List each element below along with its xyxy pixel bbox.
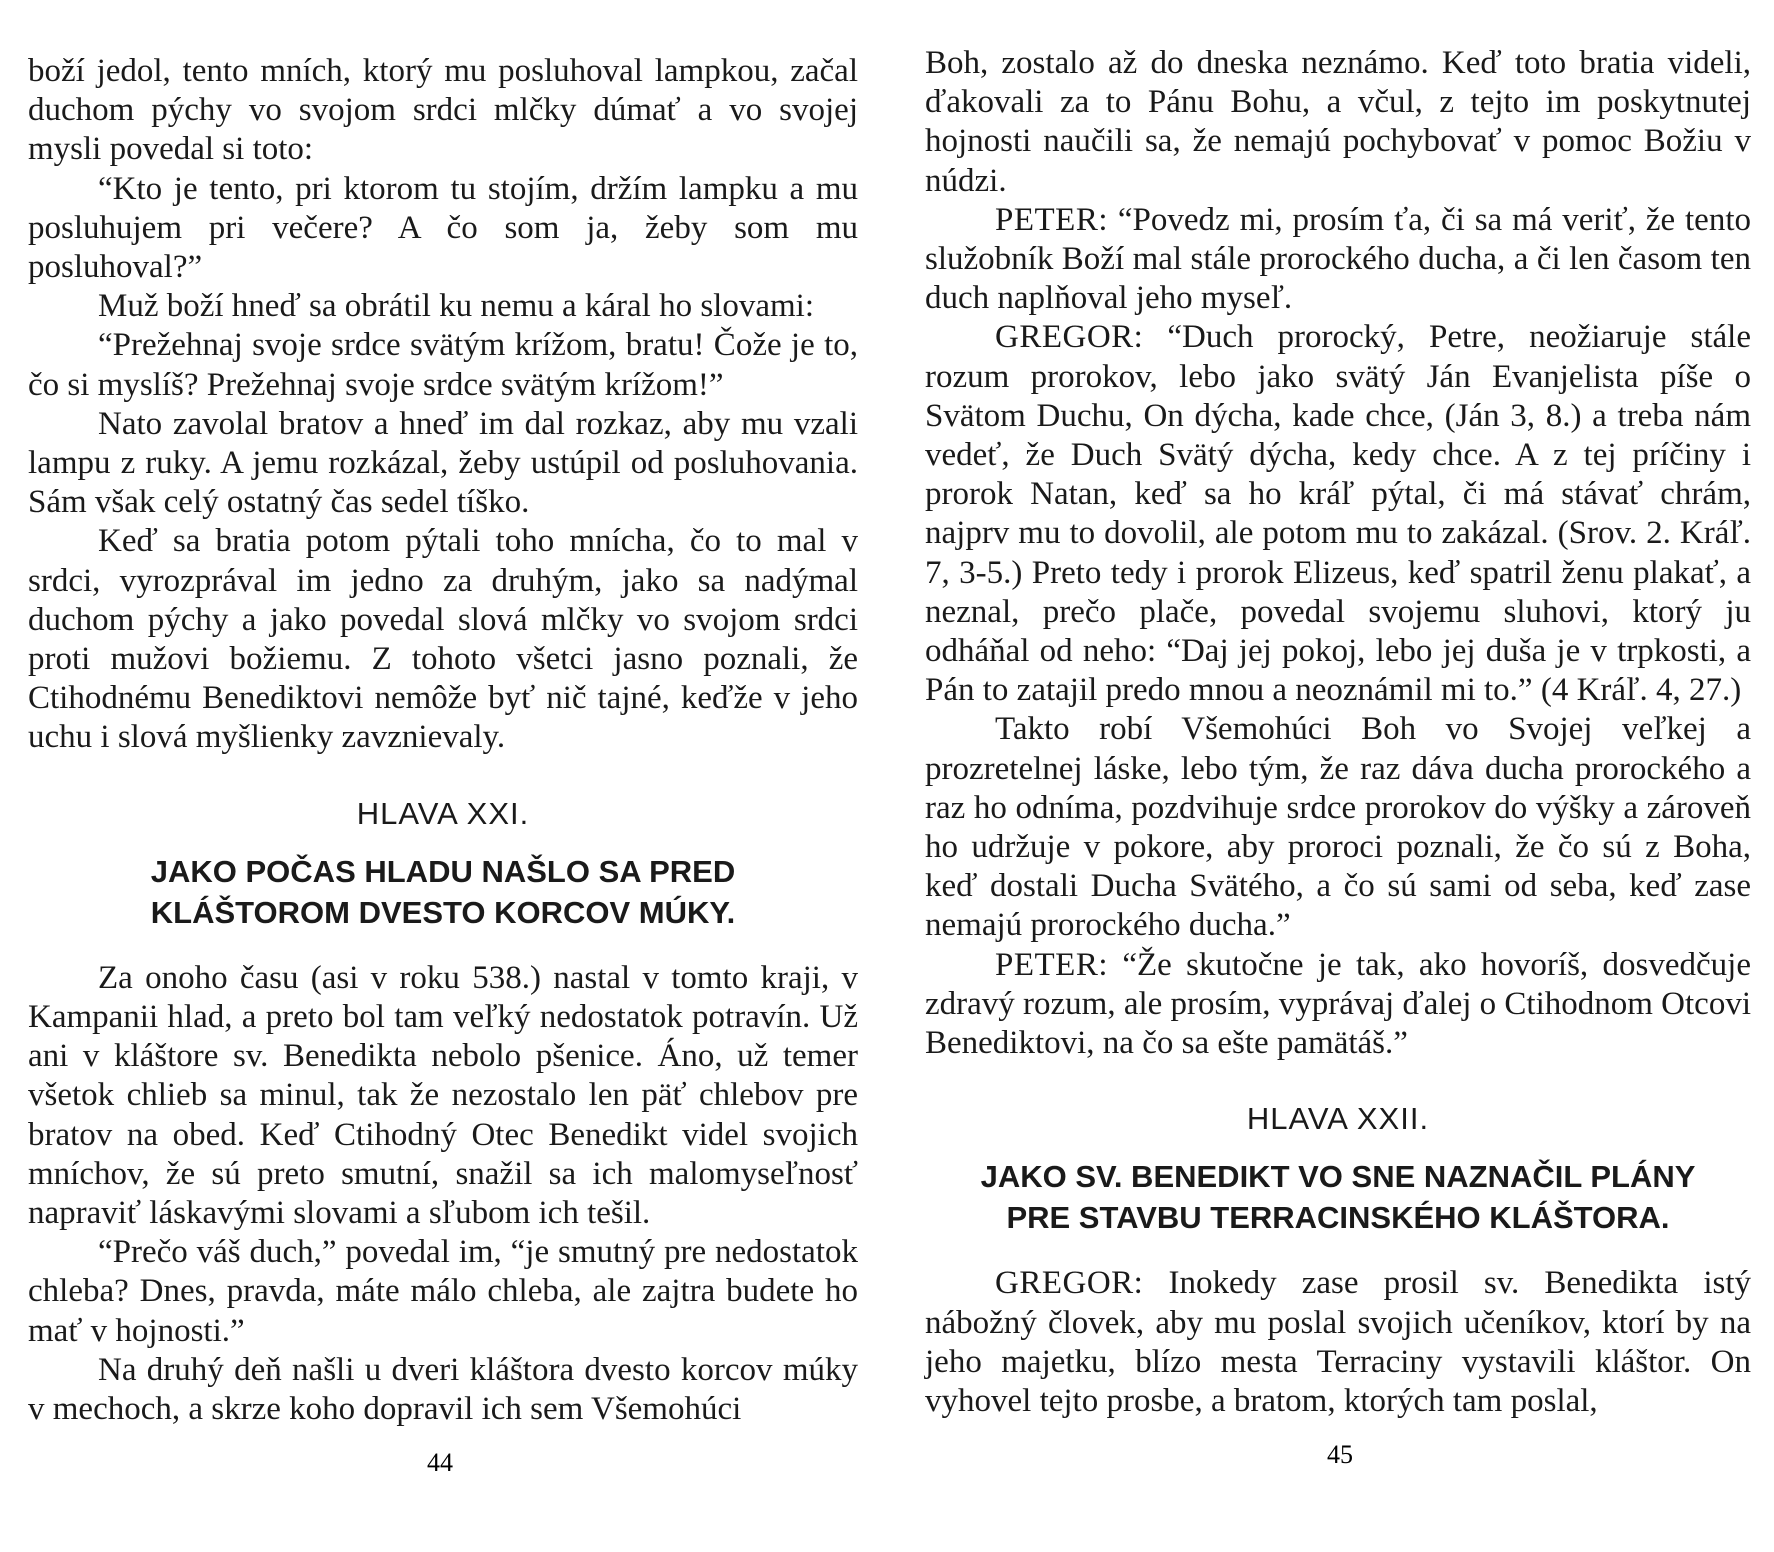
chapter-title-line: JAKO POČAS HLADU NAŠLO SA PRED (150, 853, 736, 889)
speaker-label: PETER: (995, 201, 1109, 238)
paragraph: Nato zavolal bratov a hneď im dal rozkaz, aby mu vzali lampu z ruky. A jemu rozkázal, žeby ustúpil od posluhovania. Sám však celý ostatný čas sedel tíško. (28, 405, 858, 521)
paragraph: “Kto je tento, pri ktorom tu stojím, držím lampku a mu posluhujem pri večere? A čo som ja, žeby som mu posluhoval?” (28, 170, 858, 286)
chapter-title-line: JAKO SV. BENEDIKT VO SNE NAZNAČIL PLÁNY (980, 1159, 1696, 1195)
paragraph: Na druhý deň našli u dveri kláštora dvesto korcov múky v mechoch, a skrze koho dopravil ich sem Všemohúci (28, 1351, 858, 1428)
paragraph (925, 201, 1751, 319)
paragraph (925, 946, 1751, 1064)
speaker-label: PETER: (995, 946, 1109, 983)
chapter-title (28, 851, 858, 933)
paragraph: Muž boží hneď sa obrátil ku nemu a káral ho slovami: (98, 288, 814, 325)
dialogue-text: “Že skutočne je tak, ako hovoríš, dosvedčuje zdravý rozum, ale prosím, vyprávaj ďalej o Ctihodnom Otcovi Benediktovi, na čo sa ešte pamätáš.” (925, 946, 1751, 1062)
dialogue-text: Inokedy zase prosil sv. Benedikta istý nábožný človek, aby mu poslal svojich učeníkov, ktorí by na jeho majetku, blízo mesta Terraciny vystavili kláštor. On vyhovel tejto prosbe, a bratom, ktorých tam poslal, (925, 1265, 1751, 1420)
paragraph: Keď sa bratia potom pýtali toho mnícha, čo to mal v srdci, vyrozprával im jedno za druhým, jako sa nadýmal duchom pýchy a jako povedal slová mlčky vo svojom srdci proti mužovi božiemu. Z tohoto všetci jasno poznali, že Ctihodnému Benediktovi nemôže byť nič tajné, keďže v jeho uchu i slová myšlienky zavznievaly. (28, 523, 858, 756)
speaker-label: GREGOR: (995, 319, 1144, 356)
chapter-title (925, 1156, 1751, 1238)
paragraph (925, 1264, 1751, 1421)
chapter-number: HLAVA XXI. (356, 795, 530, 831)
dialogue-text: “Povedz mi, prosím ťa, či sa má veriť, že tento služobník Boží mal stále prorockého ducha, a či len časom ten duch naplňoval jeho myseľ. (925, 201, 1751, 317)
chapter-number: HLAVA XXII. (1246, 1101, 1430, 1137)
left-page (28, 52, 858, 1552)
page-number: 44 (427, 1448, 453, 1477)
page-number: 45 (1327, 1440, 1353, 1469)
chapter-title-line: KLÁŠTOROM DVESTO KORCOV MÚKY. (150, 894, 736, 930)
paragraph: Takto robí Všemohúci Boh vo Svojej veľkej a prozretelnej láske, lebo tým, že raz dáva ducha prorockého a raz ho odníma, pozdvihuje srdce prorokov do výšky a zároveň ho udržuje v pokore, aby proroci poznali, že čo sú z Boha, keď dostali Ducha Svätého, a čo sú sami od seba, keď zase nemajú prorockého ducha.” (925, 711, 1751, 944)
paragraph: Za onoho času (asi v roku 538.) nastal v tomto kraji, v Kampanii hlad, a preto bol tam veľký nedostatok potravín. Už ani v kláštore sv. Benedikta nebolo pšenice. Áno, už temer všetok chlieb sa minul, tak že nezostalo len päť chlebov pre bratov na obed. Keď Ctihodný Otec Benedikt videl svojich mníchov, že sú preto smutní, snažil sa ich malomyseľnosť napraviť láskavými slovami a sľubom ich tešil. (28, 959, 858, 1232)
speaker-label: GREGOR: (995, 1265, 1144, 1302)
paragraph (925, 318, 1751, 710)
paragraph: “Prečo váš duch,” povedal im, “je smutný pre nedostatok chleba? Dnes, pravda, máte málo chleba, ale zajtra budete ho mať v hojnosti.” (28, 1234, 858, 1349)
paragraph: boží jedol, tento mních, ktorý mu posluhoval lampkou, začal duchom pýchy vo svojom srdci mlčky dúmať a vo svojej mysli povedal si toto: (28, 53, 858, 168)
chapter-title-line: PRE STAVBU TERRACINSKÉHO KLÁŠTORA. (1006, 1200, 1670, 1236)
paragraph: “Prežehnaj svoje srdce svätým krížom, bratu! Čože je to, čo si myslíš? Prežehnaj svoje srdce svätým krížom!” (28, 327, 858, 403)
paragraph: Boh, zostalo až do dneska neznámo. Keď toto bratia videli, ďakovali za to Pánu Bohu, a včul, z tejto im poskytnutej hojnosti naučili sa, že nemajú pochybovať v pomoc Božiu v núdzi. (925, 45, 1751, 199)
right-page (925, 44, 1751, 1544)
dialogue-text: “Duch prorocký, Petre, neožiaruje stále rozum prorokov, lebo jako svätý Ján Evanjelista píše o Svätom Duchu, On dýcha, kade chce, (Ján 3, 8.) a treba nám vedeť, že Duch Svätý dýcha, kedy chce. A z tej príčiny i prorok Natan, keď sa ho kráľ pýtal, či má stávať chrám, najprv mu to dovolil, ale potom mu to zakázal. (Srov. 2. Kráľ. 7, 3-5.) Preto tedy i prorok Elizeus, keď spatril ženu plakať, a neznal, prečo plače, povedal svojemu sluhovi, ktorý ju odháňal od neho: “Daj jej pokoj, lebo jej duša je v trpkosti, a Pán to zatajil predo mnou a neoznámil mi to.” (4 Kráľ. 4, 27.) (925, 319, 1751, 709)
